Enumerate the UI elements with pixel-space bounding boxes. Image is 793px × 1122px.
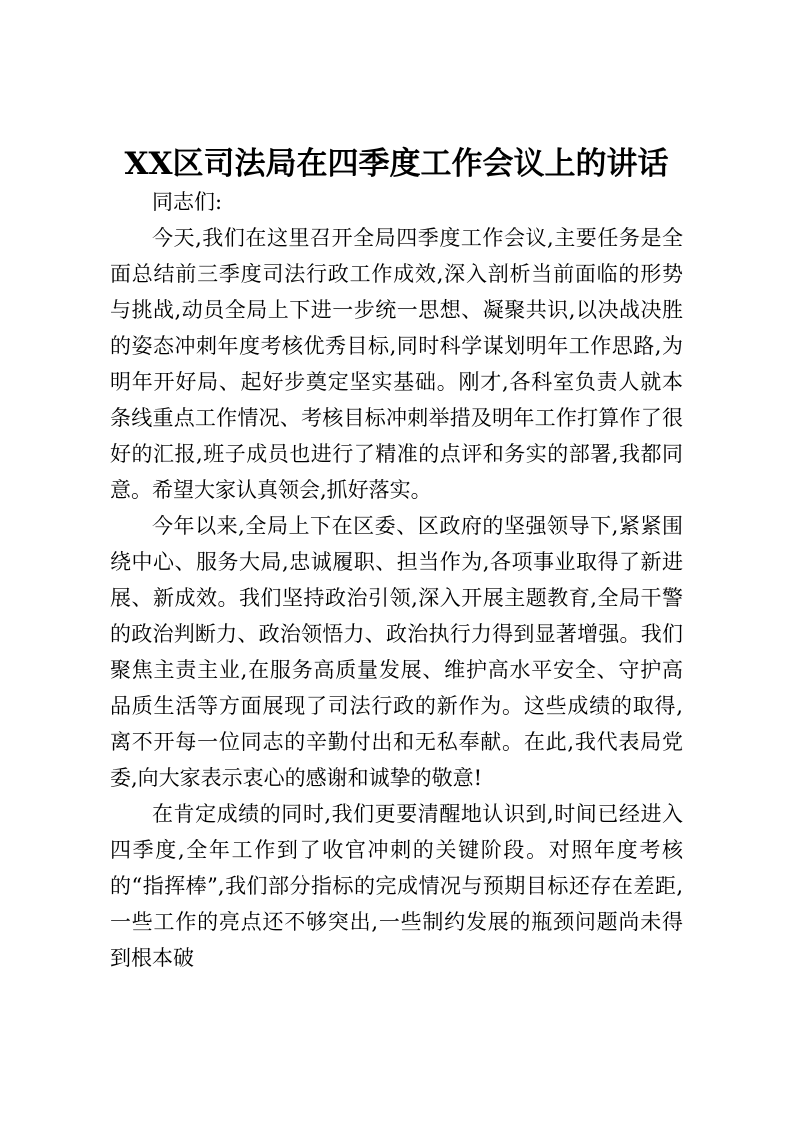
document-body [110,184,683,976]
paragraph-1: 今天,我们在这里召开全局四季度工作会议,主要任务是全面总结前三季度司法行政工作成效,深入剖析当前面临的形势与挑战,动员全局上下进一步统一思想、凝聚共识,以决战决胜的姿态冲刺年度考核优秀目标,同时科学谋划明年工作思路,为明年开好局、起好步奠定坚实基础。刚才,各科室负责人就本条线重点工作情况、考核目标冲刺举措及明年工作打算作了很好的汇报,班子成员也进行了精准的点评和务实的部署,我都同意。希望大家认真领会,抓好落实。 [110,226,683,502]
document-title: XX区司法局在四季度工作会议上的讲话 [124,146,669,182]
paragraph-2: 今年以来,全局上下在区委、区政府的坚强领导下,紧紧围绕中心、服务大局,忠诚履职、担当作为,各项事业取得了新进展、新成效。我们坚持政治引领,深入开展主题教育,全局干警的政治判断力、政治领悟力、政治执行力得到显著增强。我们聚焦主责主业,在服务高质量发展、维护高水平安全、守护高品质生活等方面展现了司法行政的新作为。这些成绩的取得,离不开每一位同志的辛勤付出和无私奉献。在此,我代表局党委,向大家表示衷心的感谢和诚挚的敬意! [110,514,683,790]
paragraph-3: 在肯定成绩的同时,我们更要清醒地认识到,时间已经进入四季度,全年工作到了收官冲刺的关键阶段。对照年度考核的“指挥棒”,我们部分指标的完成情况与预期目标还存在差距,一些工作的亮点还不够突出,一些制约发展的瓶颈问题尚未得到根本破 [110,802,683,970]
salutation: 同志们: [152,190,223,214]
